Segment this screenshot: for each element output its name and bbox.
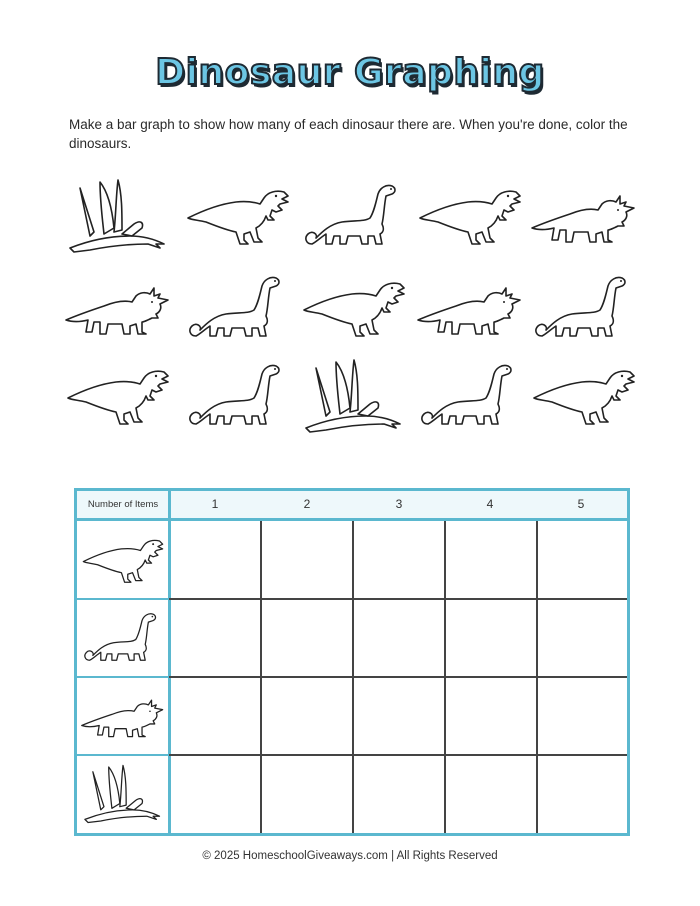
brachiosaurus-icon (412, 352, 528, 440)
bar-graph-table (74, 488, 630, 836)
triceratops-icon (412, 264, 528, 352)
graph-column-2: 2 (303, 497, 311, 511)
page-title: Dinosaur Graphing (155, 52, 545, 93)
graph-column-4: 4 (486, 497, 494, 511)
graph-row-triceratops-icon (77, 677, 169, 755)
triceratops-icon (60, 264, 176, 352)
graph-body (77, 521, 627, 833)
t-rex-icon (60, 352, 176, 440)
graph-row-t-rex-icon (77, 521, 169, 599)
graph-row-brachiosaurus-icon (77, 599, 169, 677)
t-rex-icon (412, 172, 528, 260)
graph-column-1: 1 (211, 497, 219, 511)
t-rex-icon (296, 264, 412, 352)
graph-column-5: 5 (577, 497, 585, 511)
graph-header-row (77, 491, 627, 521)
grid-line (169, 598, 627, 600)
t-rex-icon (180, 172, 296, 260)
brachiosaurus-icon (296, 172, 412, 260)
graph-row-pterodactyl-icon (77, 755, 169, 833)
brachiosaurus-icon (180, 264, 296, 352)
instructions-text: Make a bar graph to show how many of each dinosaur there are. When you're done, color the dinosaurs. (69, 117, 628, 151)
pterodactyl-icon (296, 352, 412, 440)
grid-line (169, 676, 627, 678)
grid-line (169, 754, 627, 756)
graph-column-3: 3 (395, 497, 403, 511)
graph-header-label: Number of Items (87, 499, 159, 510)
triceratops-icon (526, 172, 642, 260)
dinosaur-picture-grid (60, 172, 640, 442)
t-rex-icon (526, 352, 642, 440)
footer-copyright: © 2025 HomeschoolGiveaways.com | All Rights Reserved (202, 850, 498, 862)
brachiosaurus-icon (180, 352, 296, 440)
brachiosaurus-icon (526, 264, 642, 352)
pterodactyl-icon (60, 172, 176, 260)
